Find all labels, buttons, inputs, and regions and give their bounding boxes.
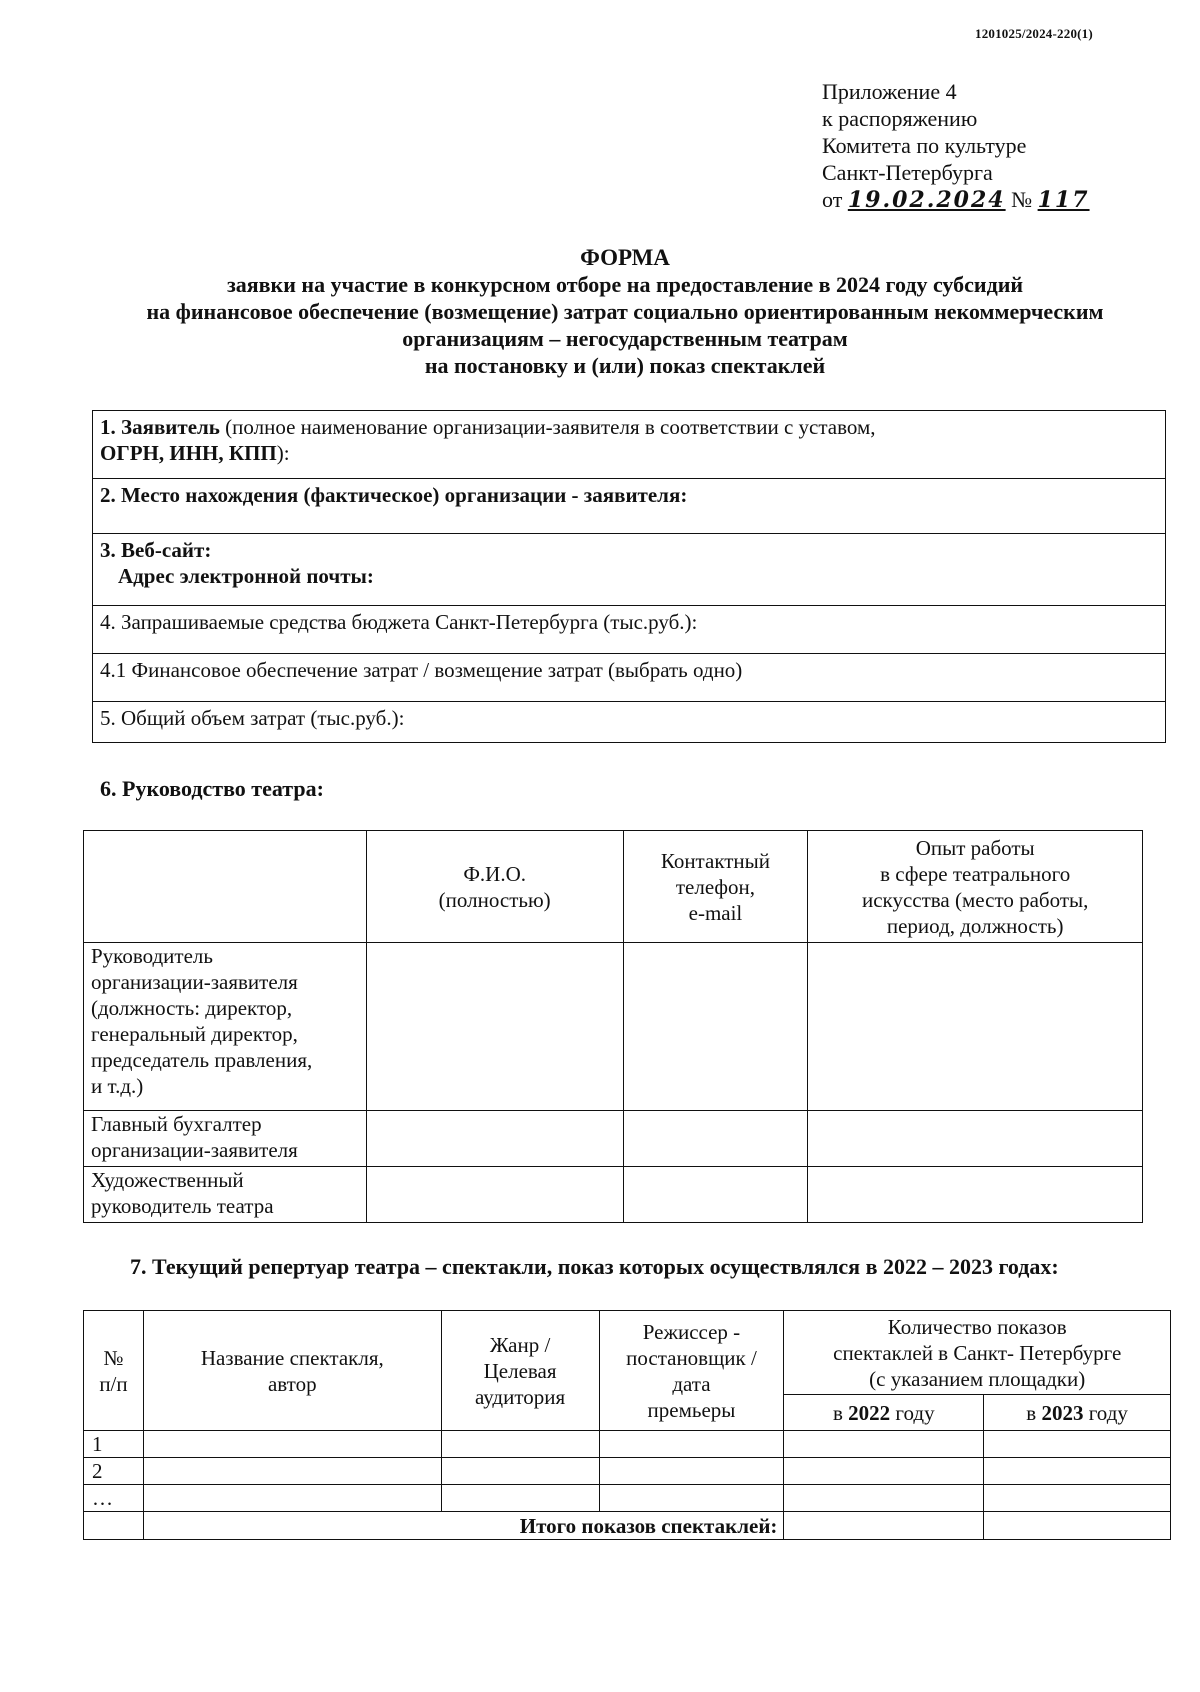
applicant-field[interactable] [93,411,1166,479]
col-director-line-2: постановщик / [626,1345,757,1370]
col-number-line-2: п/п [99,1371,128,1396]
row-number: … [84,1485,144,1512]
row3-line-1: Художественный [91,1168,244,1192]
location-field[interactable] [93,479,1166,534]
col-year-2022 [784,1395,984,1431]
row-number: 1 [84,1431,144,1458]
email-label: Адрес электронной почты: [118,564,374,588]
total-row [84,1512,1171,1540]
col-full-name-line-2: (полностью) [438,887,551,912]
total-label: Итого показов спектаклей: [143,1512,783,1540]
col-genre-line-2: Целевая [483,1358,557,1383]
total-costs-label: 5. Общий объем затрат (тыс.руб.): [100,706,405,730]
col-director-line-4: премьеры [647,1397,736,1422]
row-artistic-director [84,1167,367,1223]
appendix-date-line [822,186,1090,214]
date-prefix: от [822,187,843,212]
title-cell[interactable] [143,1431,441,1458]
col-show-count-line-3: (с указанием площадки) [869,1366,1086,1391]
col-number [84,1311,144,1431]
accountant-experience-cell[interactable] [808,1111,1143,1167]
col-2023-year: 2023 [1041,1400,1084,1425]
col-title [143,1311,441,1431]
form-title [60,244,1190,379]
row-number: 2 [84,1458,144,1485]
col-director-line-1: Режиссер - [642,1319,741,1344]
row2-line-1: Главный бухгалтер [91,1112,262,1136]
row-head-of-organization [84,943,367,1111]
requested-funds-label: 4. Запрашиваемые средства бюджета Санкт-Петербурга (тыс.руб.): [100,610,698,634]
accountant-name-cell[interactable] [366,1111,623,1167]
col-2022-year: 2022 [848,1400,891,1425]
col-director-line-3: дата [672,1371,711,1396]
col-genre-line-1: Жанр / [489,1332,551,1357]
col-show-count-line-2: спектаклей в Санкт- Петербурге [833,1340,1122,1365]
applicant-note: (полное наименование организации-заявителя в соответствии с уставом, [219,415,876,439]
funding-type-label: 4.1 Финансовое обеспечение затрат / возмещение затрат (выбрать одно) [100,658,743,682]
title-line-4: на постановку и (или) показ спектаклей [424,353,826,378]
col-experience-line-1: Опыт работы [915,835,1035,860]
count-2023-cell[interactable] [984,1431,1171,1458]
requested-funds-field[interactable] [93,606,1166,654]
count-2022-cell[interactable] [784,1485,984,1512]
col-experience [808,831,1143,943]
contacts-field[interactable] [93,534,1166,606]
total-costs-field[interactable] [93,702,1166,743]
title-cell[interactable] [143,1485,441,1512]
row1-line-5: председатель правления, [91,1048,313,1072]
total-empty-cell [84,1512,144,1540]
col-show-count [784,1311,1171,1395]
applicant-label: 1. Заявитель [100,415,220,439]
artistic-contact-cell[interactable] [623,1167,808,1223]
website-label: 3. Веб-сайт: [100,538,212,562]
col-contact [623,831,808,943]
col-genre [441,1311,599,1431]
title-line-1: заявки на участие в конкурсном отборе на предоставление в 2024 году субсидий [226,272,1024,297]
handwritten-number: 117 [1037,187,1090,213]
col-year-2023 [984,1395,1171,1431]
theatre-management-table [83,830,1143,1223]
col-experience-line-2: в сфере театрального [880,861,1071,886]
applicant-info-table [92,410,1166,743]
count-2023-cell[interactable] [984,1485,1171,1512]
accountant-contact-cell[interactable] [623,1111,808,1167]
number-label: № [1011,187,1033,212]
table-row [84,1485,1171,1512]
col-experience-line-3: искусства (место работы, [862,887,1089,912]
artistic-name-cell[interactable] [366,1167,623,1223]
row1-line-3: (должность: директор, [91,996,293,1020]
col-genre-line-3: аудитория [474,1384,566,1409]
row1-line-6: и т.д.) [91,1074,144,1098]
genre-cell[interactable] [441,1458,599,1485]
head-contact-cell[interactable] [623,943,808,1111]
table-row [84,1458,1171,1485]
row1-line-4: генеральный директор, [91,1022,298,1046]
appendix-line-1: Приложение 4 [822,79,957,104]
col-number-line-1: № [103,1345,124,1370]
count-2022-cell[interactable] [784,1458,984,1485]
applicant-colon: ): [276,441,290,465]
document-id: 1201025/2024-220(1) [975,26,1093,41]
col-director [599,1311,784,1431]
col-full-name-line-1: Ф.И.О. [463,861,526,886]
appendix-line-2: к распоряжению [822,106,978,131]
row1-line-1: Руководитель [91,944,213,968]
title-line-2: на финансовое обеспечение (возмещение) затрат социально ориентированным некоммерческим [146,299,1104,324]
col-contact-line-1: Контактный [660,848,771,873]
section-7-heading: 7. Текущий репертуар театра – спектакли, показ которых осуществлялся в 2022 – 2023 годах: [130,1254,1059,1279]
empty-header-cell [84,831,367,943]
funding-type-field[interactable] [93,654,1166,702]
repertoire-table [83,1310,1171,1540]
total-2023-cell[interactable] [984,1512,1171,1540]
section-6-heading: 6. Руководство театра: [100,776,324,801]
director-cell[interactable] [599,1458,784,1485]
col-2023-suffix: году [1083,1400,1128,1425]
col-contact-line-3: e-mail [688,900,743,925]
col-title-line-1: Название спектакля, [200,1345,384,1370]
col-show-count-line-1: Количество показов [887,1314,1067,1339]
title-heading: ФОРМА [580,245,670,270]
location-label: 2. Место нахождения (фактическое) организации - заявителя: [100,483,688,507]
col-contact-line-2: телефон, [675,874,756,899]
row2-line-2: организации-заявителя [91,1138,298,1162]
row-chief-accountant [84,1111,367,1167]
row1-line-2: организации-заявителя [91,970,298,994]
col-full-name [366,831,623,943]
col-2023-prefix: в [1026,1400,1042,1425]
col-title-line-2: автор [267,1371,317,1396]
title-cell[interactable] [143,1458,441,1485]
appendix-line-3: Комитета по культуре [822,133,1027,158]
appendix-line-4: Санкт-Петербурга [822,160,993,185]
director-cell[interactable] [599,1485,784,1512]
genre-cell[interactable] [441,1485,599,1512]
col-2022-prefix: в [832,1400,849,1425]
col-2022-suffix: году [890,1400,935,1425]
director-cell[interactable] [599,1431,784,1458]
title-line-3: организациям – негосударственным театрам [402,326,848,351]
count-2023-cell[interactable] [984,1458,1171,1485]
total-2022-cell[interactable] [784,1512,984,1540]
row3-line-2: руководитель театра [91,1194,274,1218]
table-row [84,1431,1171,1458]
col-experience-line-4: период, должность) [886,913,1064,938]
head-experience-cell[interactable] [808,943,1143,1111]
handwritten-date: 19.02.2024 [847,187,1006,213]
genre-cell[interactable] [441,1431,599,1458]
artistic-experience-cell[interactable] [808,1167,1143,1223]
applicant-ids: ОГРН, ИНН, КПП [100,441,277,465]
count-2022-cell[interactable] [784,1431,984,1458]
appendix-block [822,78,1090,214]
head-name-cell[interactable] [366,943,623,1111]
